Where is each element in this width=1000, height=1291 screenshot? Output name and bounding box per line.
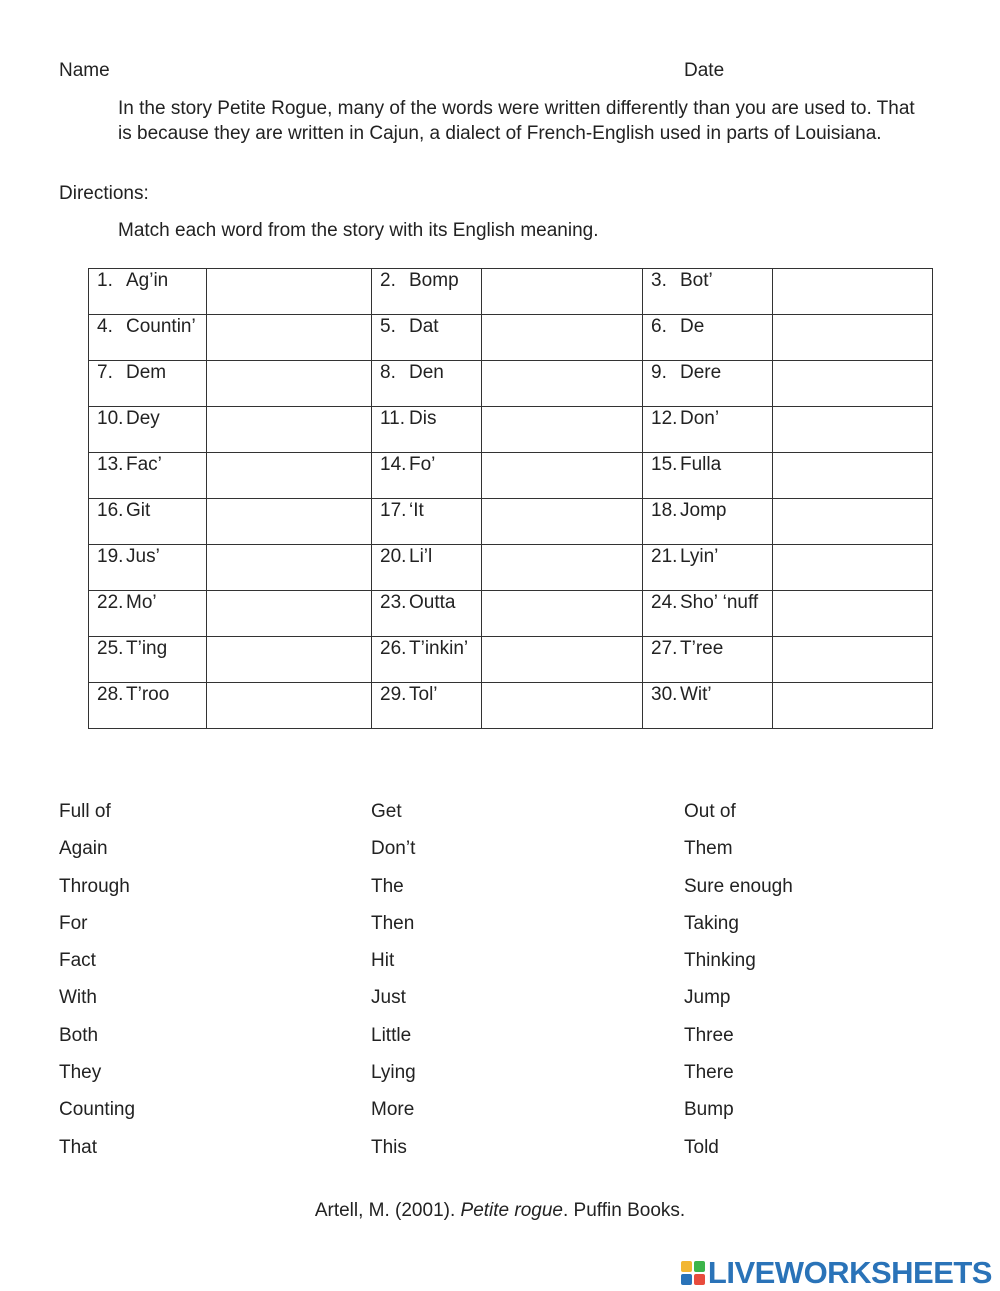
word-cell [372,361,482,407]
cajun-word: Li’l [409,546,433,567]
item-number: 27. [651,638,678,659]
table-row [89,545,933,591]
citation-authors: Artell, M. (2001). [314,1200,461,1221]
answer-cell[interactable] [773,499,933,545]
table-row [89,637,933,683]
citation-title: Petite rogue [460,1200,563,1221]
citation [0,1200,1000,1222]
cajun-word: De [680,316,705,337]
cajun-word: Outta [409,592,456,613]
item-number: 9. [651,362,667,383]
word-bank-item: They [59,1062,102,1084]
cajun-word: Mo’ [126,592,157,613]
liveworksheets-logo [681,1255,992,1291]
word-bank-item: Again [59,838,108,860]
word-cell [372,637,482,683]
word-bank-item: Through [59,875,130,897]
item-number: 19. [97,546,124,567]
item-number: 25. [97,638,124,659]
word-bank-item: Bump [684,1099,734,1121]
word-bank-item: Sure enough [684,875,793,897]
cajun-word: T’roo [126,684,170,705]
word-bank-item: Then [371,912,415,934]
answer-cell[interactable] [482,269,643,315]
answer-cell[interactable] [207,407,372,453]
word-cell [372,591,482,637]
table-row [89,453,933,499]
word-cell [643,545,773,591]
word-bank-item: Them [684,838,733,860]
cajun-word: ‘It [409,500,424,521]
word-bank-column-3 [684,802,793,1175]
item-number: 10. [97,408,124,429]
item-number: 24. [651,592,678,613]
answer-cell[interactable] [773,591,933,637]
word-bank-item: For [59,912,88,934]
word-cell [89,637,207,683]
cajun-word: Bomp [409,270,459,291]
word-bank-item: Three [684,1024,734,1046]
answer-cell[interactable] [482,545,643,591]
word-cell [643,407,773,453]
cajun-word: Lyin’ [680,546,719,567]
answer-cell[interactable] [207,499,372,545]
word-cell [643,637,773,683]
word-cell [372,315,482,361]
intro-paragraph: In the story Petite Rogue, many of the words were written differently than you are used to. That is because they are written in Cajun, a dialect of French-English used in parts of Louisiana. [118,98,915,144]
item-number: 2. [380,270,396,291]
answer-cell[interactable] [482,407,643,453]
word-bank-column-2 [371,802,416,1175]
item-number: 16. [97,500,124,521]
word-cell [372,453,482,499]
name-label: Name [59,60,110,81]
item-number: 8. [380,362,396,383]
answer-cell[interactable] [773,361,933,407]
word-cell [89,683,207,729]
cajun-word: Tol’ [409,684,438,705]
cajun-word: Fo’ [409,454,436,475]
answer-cell[interactable] [773,315,933,361]
answer-cell[interactable] [773,453,933,499]
cajun-word: Dey [126,408,160,429]
table-row [89,361,933,407]
word-bank-item: Out of [684,801,736,822]
answer-cell[interactable] [482,361,643,407]
item-number: 3. [651,270,667,291]
item-number: 21. [651,546,678,567]
word-cell [89,591,207,637]
item-number: 20. [380,546,407,567]
item-number: 30. [651,684,678,705]
cajun-word: Fulla [680,454,722,475]
answer-cell[interactable] [207,637,372,683]
cajun-word: Countin’ [126,316,196,337]
answer-cell[interactable] [482,591,643,637]
logo-text: LIVEWORKSHEETS [707,1255,992,1290]
answer-cell[interactable] [207,591,372,637]
date-label: Date [684,60,725,81]
item-number: 13. [97,454,124,475]
answer-cell[interactable] [773,269,933,315]
word-cell [643,315,773,361]
table-row [89,315,933,361]
answer-cell[interactable] [207,269,372,315]
item-number: 11. [380,408,406,429]
cajun-word: Den [409,362,444,383]
word-bank-item: Just [371,987,406,1009]
logo-tile-icon [681,1274,692,1285]
answer-cell[interactable] [207,453,372,499]
answer-cell[interactable] [773,545,933,591]
answer-cell[interactable] [773,683,933,729]
word-bank-item: This [371,1136,407,1158]
word-bank-item: More [371,1099,415,1121]
item-number: 1. [97,270,113,291]
word-bank-item: Told [684,1136,719,1158]
matching-table [88,268,933,729]
item-number: 6. [651,316,667,337]
cajun-word: Don’ [680,408,720,429]
word-cell [89,315,207,361]
word-cell [89,407,207,453]
word-bank-item: Little [371,1024,412,1046]
word-cell [89,499,207,545]
answer-cell[interactable] [207,361,372,407]
answer-cell[interactable] [482,637,643,683]
table-row [89,591,933,637]
item-number: 15. [651,454,678,475]
word-bank-item: Full of [59,801,111,822]
word-cell [372,499,482,545]
logo-tile-icon [694,1261,705,1272]
table-row [89,499,933,545]
answer-cell[interactable] [207,683,372,729]
cajun-word: Dere [680,362,722,383]
item-number: 23. [380,592,407,613]
cajun-word: Jomp [680,500,727,521]
word-bank-item: The [371,875,404,897]
answer-cell[interactable] [482,683,643,729]
word-cell [643,269,773,315]
table-row [89,407,933,453]
word-bank-column-1 [59,802,135,1175]
word-bank-item: Taking [684,912,739,934]
cajun-word: Wit’ [680,684,712,705]
item-number: 29. [380,684,407,705]
word-cell [372,269,482,315]
answer-cell[interactable] [207,315,372,361]
cajun-word: T’ing [126,638,168,659]
item-number: 14. [380,454,407,475]
word-cell [643,499,773,545]
word-bank-item: Both [59,1024,99,1046]
cajun-word: Bot’ [680,270,713,291]
cajun-word: Jus’ [126,546,160,567]
logo-mark-icon [681,1261,705,1285]
answer-cell[interactable] [482,499,643,545]
word-bank-item: Counting [59,1099,136,1121]
word-cell [372,407,482,453]
answer-cell[interactable] [773,407,933,453]
answer-cell[interactable] [482,315,643,361]
word-cell [643,453,773,499]
word-cell [643,361,773,407]
word-bank-item: With [59,987,97,1009]
cajun-word: T’inkin’ [409,638,469,659]
word-bank-item: Get [371,801,402,822]
table-row [89,269,933,315]
answer-cell[interactable] [207,545,372,591]
word-cell [89,545,207,591]
cajun-word: Ag’in [126,270,169,291]
cajun-word: Dat [409,316,439,337]
word-cell [89,361,207,407]
item-number: 22. [97,592,124,613]
item-number: 5. [380,316,396,337]
cajun-word: Dem [126,362,167,383]
word-bank-item: There [684,1062,734,1084]
word-bank-item: Fact [59,950,96,972]
word-bank-item: Hit [371,950,395,972]
word-bank-item: Don’t [371,838,416,860]
cajun-word: Git [126,500,151,521]
cajun-word: Sho’ ‘nuff [680,592,759,613]
instruction-text: Match each word from the story with its English meaning. [118,220,599,241]
word-bank-item: Jump [684,987,731,1009]
cajun-word: Fac’ [126,454,162,475]
item-number: 28. [97,684,124,705]
table-row [89,683,933,729]
word-cell [89,269,207,315]
word-cell [372,683,482,729]
word-bank-item: Lying [371,1062,416,1084]
item-number: 26. [380,638,407,659]
item-number: 7. [97,362,113,383]
logo-tile-icon [681,1261,692,1272]
item-number: 4. [97,316,113,337]
directions-label: Directions: [59,183,149,204]
cajun-word: Dis [409,408,437,429]
item-number: 17. [380,500,407,521]
answer-cell[interactable] [482,453,643,499]
word-cell [643,591,773,637]
logo-tile-icon [694,1274,705,1285]
word-bank-item: Thinking [684,950,756,972]
word-cell [643,683,773,729]
word-bank-item: That [59,1136,98,1158]
word-cell [89,453,207,499]
citation-publisher: . Puffin Books. [563,1200,686,1221]
answer-cell[interactable] [773,637,933,683]
cajun-word: T’ree [680,638,724,659]
item-number: 12. [651,408,678,429]
word-cell [372,545,482,591]
item-number: 18. [651,500,678,521]
